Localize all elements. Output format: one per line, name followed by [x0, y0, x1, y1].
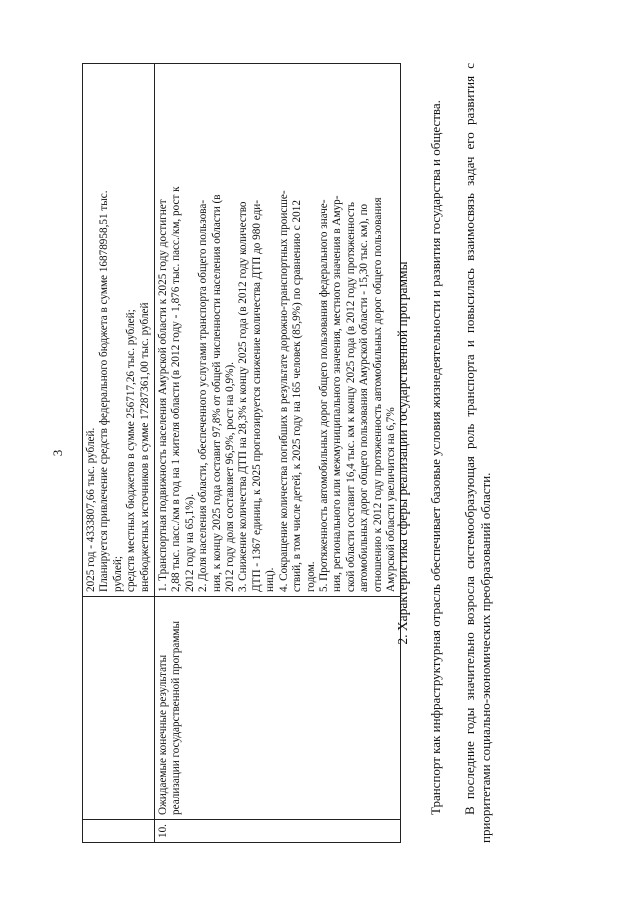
rotated-content — [50, 43, 580, 863]
table-row-10 — [155, 63, 401, 842]
text-line: ния, к концу 2025 года составит 97,8% от общей численности населения области (в — [210, 193, 223, 592]
text-line: отношению к 2012 году протяженность автомобильных дорог общего пользования — [371, 197, 384, 592]
section-title: 2. Характеристика сферы реализации государственной программы — [395, 260, 410, 645]
text-line: 2,88 тыс. пасс./км в год на 1 жителя области (в 2012 году - 1,876 тыс. пасс./км, рост к — [170, 185, 183, 592]
paragraph: Транспорт как инфраструктурная отрасль обеспечивает базовые условия жизнедеятельности и развития государства и общества. — [428, 99, 443, 815]
text-line: средств местных бюджетов в сумме 256717,26 тыс. рублей; — [125, 308, 138, 592]
text-line: ской области составит 16,4 тыс. км к концу 2025 года (в 2012 году протяженность — [344, 201, 357, 592]
text-line: внебюджетных источников в сумме 17287361,00 тыс. рублей — [138, 302, 151, 592]
table-cell-empty-title — [83, 596, 155, 819]
text-line: 5. Протяженность автомобильных дорог общего пользования федерального значе- — [317, 199, 330, 592]
paragraph: В последние годы значительно возросла системообразующая роль транспорта и повысилась взаимосвязь задач его развития с приоритетами социально-экономических преобразований области. — [462, 62, 493, 843]
text-line: годом. — [304, 560, 317, 592]
page-number: 3 — [50, 449, 65, 456]
text-line: 1. Транспортная подвижность населения Амурской области к 2025 году достигнет — [157, 198, 170, 592]
text-line: ДТП - 1367 единиц, к 2025 прогнозируется снижение количества ДТП до 980 еди- — [250, 199, 263, 592]
text-line: рублей; — [111, 555, 124, 592]
row-number: 10. — [155, 819, 401, 842]
program-passport-table — [82, 63, 401, 843]
table-cell-empty-num — [83, 819, 155, 842]
text-line: ния, регионального или межмуниципального значения, местного значения в Амур- — [331, 195, 344, 592]
text-line: Планируется привлечение средств федерального бюджета в сумме 16878958,51 тыс. — [98, 189, 111, 592]
text-line: 4. Сокращение количества погибших в результате дорожно-транспортных происше- — [277, 189, 290, 592]
row-title: Ожидаемые конечные результаты реализации государственной программы — [155, 596, 401, 819]
table-row-financing — [83, 63, 155, 842]
text-line: ствий, в том числе детей, к 2025 году на 165 человек (85,9%) по сравнению с 2012 — [291, 199, 304, 592]
text-line: 2. Доля населения области, обеспеченного услугами транспорта общего пользова- — [197, 199, 210, 592]
text-line: 3. Снижение количества ДТП на 28,3% к концу 2025 года (в 2012 году количество — [237, 200, 250, 592]
table-cell-results — [155, 63, 401, 596]
text-line: автомобильных дорог общего пользования Амурской области - 15,30 тыс. км), по — [358, 203, 371, 592]
text-line: ниц). — [264, 567, 277, 592]
text-line: Амурской области увеличится на 6,7% — [384, 406, 397, 592]
text-line: 2012 году на 65,1%). — [183, 493, 196, 592]
table-cell-financing — [83, 63, 155, 596]
text-line: 2012 году доля составляет 96,9%, рост на 0,9%). — [224, 361, 237, 592]
text-line: 2025 год - 4333807,66 тыс. рублей. — [85, 427, 97, 592]
